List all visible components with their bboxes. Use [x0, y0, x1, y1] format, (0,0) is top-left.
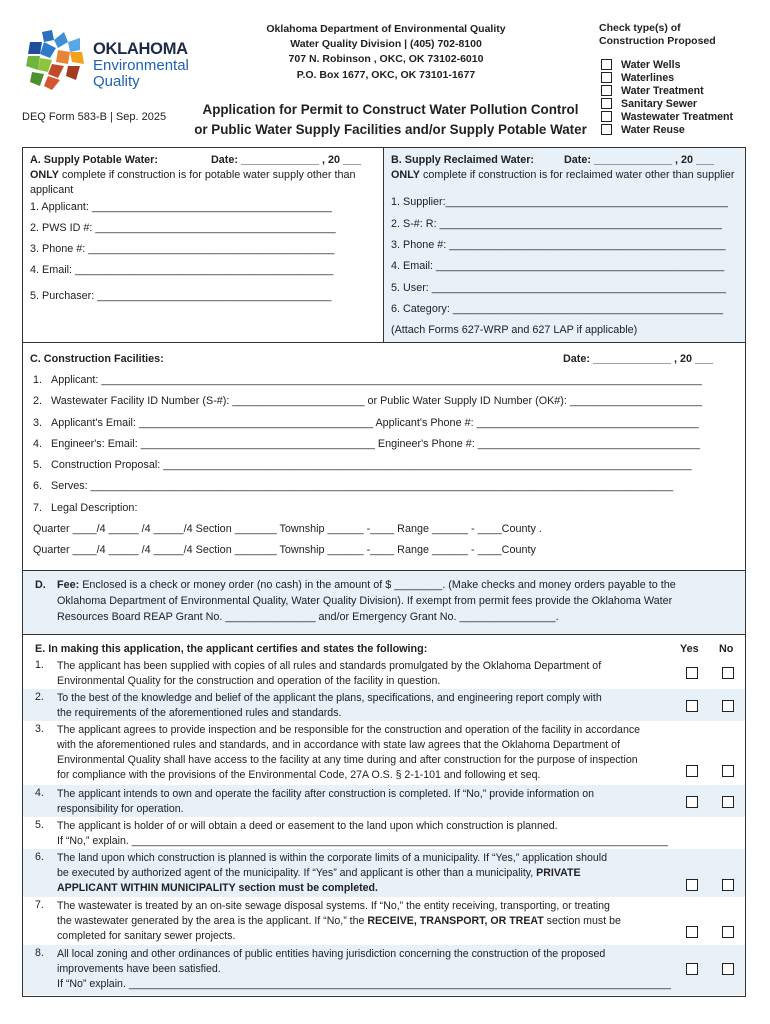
yes-column-header: Yes	[680, 643, 699, 655]
field-supplier[interactable]: 1. Supplier:_______________________________________________	[391, 196, 728, 208]
legal-description-line-1[interactable]: Quarter ____/4 _____ /4 _____/4 Section _______ Township ______ -____ Range ______ - ____County .	[33, 523, 542, 535]
field-user[interactable]: 5. User: _________________________________________________	[391, 282, 727, 294]
item-number: 4.	[33, 438, 43, 450]
heading-line: Check type(s) of	[599, 22, 681, 34]
checkbox[interactable]	[601, 85, 612, 96]
section-c-construction-facilities	[23, 342, 745, 570]
field-pws-id[interactable]: 2. PWS ID #: ________________________________________	[30, 222, 336, 234]
item-number: 3.	[33, 417, 43, 429]
title-line: or Public Water Supply Facilities and/or Supply Potable Water	[194, 122, 587, 137]
e-item-5	[23, 817, 745, 849]
c-item-facility-id[interactable]	[33, 395, 702, 407]
agency-address-block	[236, 22, 536, 83]
yes-checkbox[interactable]	[686, 667, 698, 679]
check-water-wells[interactable]	[601, 58, 733, 71]
check-water-treatment[interactable]	[601, 84, 733, 97]
check-label: Waterlines	[621, 71, 675, 84]
fee-line-1[interactable]	[57, 579, 676, 591]
item-text: The land upon which construction is planned is within the corporate limits of a municipality. If “Yes,” application should be executed by authorized agent of the municipality. If “Yes” and applicant is other than a municipality, PRIVATE APPLICANT WITHIN MUNICIPALITY section must be completed.	[57, 852, 607, 894]
e-item-2	[23, 689, 745, 721]
item-number: 1.	[35, 659, 44, 671]
item-number: 6.	[35, 851, 44, 863]
no-checkbox[interactable]	[722, 926, 734, 938]
item-text: Applicant's Email: _______________________________________ Applicant's Phone #: _____________________________________	[51, 417, 699, 429]
item-text: Construction Proposal: ________________________________________________________________________________________	[51, 459, 692, 471]
yes-checkbox[interactable]	[686, 700, 698, 712]
yes-checkbox[interactable]	[686, 765, 698, 777]
checkbox[interactable]	[601, 124, 612, 135]
item-number: 2.	[33, 395, 43, 407]
checkbox[interactable]	[601, 111, 612, 122]
item-text: Serves: _________________________________________________________________________________________________	[51, 480, 674, 492]
field-phone[interactable]: 3. Phone #: ______________________________________________	[391, 239, 726, 251]
check-wastewater-treatment[interactable]	[601, 110, 733, 123]
e-item-6	[23, 849, 745, 897]
c-item-applicant[interactable]	[33, 374, 702, 386]
item-text: Engineer's: Email: _______________________________________ Engineer's Phone #: _____________________________________	[51, 438, 700, 450]
section-d-fee	[23, 570, 745, 634]
construction-type-checklist	[601, 58, 733, 136]
agency-line: P.O. Box 1677, OKC, OK 73101-1677	[296, 68, 476, 81]
attach-forms-note: (Attach Forms 627-WRP and 627 LAP if applicable)	[391, 324, 638, 336]
checkbox[interactable]	[601, 59, 612, 70]
item-number: 4.	[35, 787, 44, 799]
only-rest: complete if construction is for potable water supply other than	[59, 169, 356, 181]
only-bold: ONLY	[30, 169, 60, 181]
no-checkbox[interactable]	[722, 796, 734, 808]
item-number: 7.	[35, 899, 44, 911]
item-text: The applicant agrees to provide inspection and be responsible for the construction and operation of the facility in accordance with the aforementioned rules and standards, and in accordance with state law agrees that the Oklahoma Department of Environmental Quality shall have access to the facility at any time during and after construction for the purpose of inspection for compliance with the provisions of the Environmental Code, 27A O.S. § 2-1-101 and following et seq.	[57, 724, 641, 781]
item-number: 1.	[33, 374, 43, 386]
checkbox[interactable]	[601, 98, 612, 109]
c-item-legal-description	[33, 502, 137, 514]
item-text[interactable]: The applicant is holder of or will obtain a deed or easement to the land upon which construction is planned. If “No,” explain. ___________________________________________________________________________________________	[57, 820, 668, 847]
field-email[interactable]: 4. Email: ___________________________________________	[30, 264, 334, 276]
e-item-1	[23, 657, 745, 689]
section-a-only-note-2: applicant	[30, 184, 74, 196]
c-item-applicant-email[interactable]	[33, 417, 699, 429]
fee-text: Enclosed is a check or money order (no cash) in the amount of $ ________. (Make checks and money orders payable to the	[79, 579, 676, 591]
check-label: Water Treatment	[621, 84, 704, 97]
form-frame	[22, 147, 746, 997]
field-s-number[interactable]: 2. S-#: R: _______________________________________________	[391, 218, 722, 230]
c-item-construction-proposal[interactable]	[33, 459, 692, 471]
item-number: 6.	[33, 480, 43, 492]
item-number: 5.	[33, 459, 43, 471]
item-text: Wastewater Facility ID Number (S-#): ______________________ or Public Water Supply ID Number (OK#): ______________________	[51, 395, 703, 407]
deq-logo-mark	[24, 28, 94, 94]
section-d-label: D.	[35, 579, 46, 591]
legal-description-line-2[interactable]: Quarter ____/4 _____ /4 _____/4 Section _______ Township ______ -____ Range ______ - ____County	[33, 544, 536, 556]
fee-line-2: Oklahoma Department of Environmental Quality, Water Quality Division). If exempt from permit fees provide the Oklahoma Water	[57, 595, 673, 607]
item-text: To the best of the knowledge and belief of the applicant the plans, specifications, and engineering report comply with the requirements of the aforementioned rules and standards.	[57, 692, 602, 719]
field-applicant[interactable]: 1. Applicant: ________________________________________	[30, 201, 333, 213]
check-label: Wastewater Treatment	[621, 110, 734, 123]
logo-text-quality: Quality	[93, 73, 140, 90]
check-water-reuse[interactable]	[601, 123, 733, 136]
heading-line: Construction Proposed	[599, 35, 716, 47]
yes-checkbox[interactable]	[686, 879, 698, 891]
section-c-date[interactable]: Date: _____________ , 20 ___	[563, 353, 714, 365]
section-a-only-note	[30, 169, 356, 181]
construction-type-heading	[599, 22, 716, 48]
fee-bold: Fee:	[57, 579, 80, 591]
item-text: The applicant intends to own and operate the facility after construction is completed. If “No,” provide information on responsibility for operation.	[57, 788, 595, 815]
check-label: Water Reuse	[621, 123, 685, 136]
field-category[interactable]: 6. Category: _____________________________________________	[391, 303, 724, 315]
fee-line-3[interactable]: Resources Board REAP Grant No. _______________ and/or Emergency Grant No. ________________.	[57, 611, 559, 623]
no-checkbox[interactable]	[722, 765, 734, 777]
section-a-heading: A. Supply Potable Water:	[30, 154, 158, 166]
yes-checkbox[interactable]	[686, 963, 698, 975]
item-number: 8.	[35, 947, 44, 959]
item-text: The applicant has been supplied with copies of all rules and standards promulgated by the Oklahoma Department of Environmental Quality for the construction and operation of the facility in question.	[57, 660, 602, 687]
no-checkbox[interactable]	[722, 667, 734, 679]
form-number: DEQ Form 583-B | Sep. 2025	[22, 111, 167, 123]
section-b-heading: B. Supply Reclaimed Water:	[391, 154, 534, 166]
yes-checkbox[interactable]	[686, 926, 698, 938]
agency-line: 707 N. Robinson , OKC, OK 73102-6010	[288, 53, 484, 66]
check-waterlines[interactable]	[601, 71, 733, 84]
item-number: 7.	[33, 502, 43, 514]
only-bold: ONLY	[391, 169, 421, 181]
item-number: 2.	[35, 691, 44, 703]
e-item-4	[23, 785, 745, 817]
c-item-serves[interactable]	[33, 480, 673, 492]
no-checkbox[interactable]	[722, 879, 734, 891]
field-phone[interactable]: 3. Phone #: _________________________________________	[30, 243, 335, 255]
yes-checkbox[interactable]	[686, 796, 698, 808]
item-text: Applicant: ____________________________________________________________________________________________________	[51, 374, 702, 386]
check-sanitary-sewer[interactable]	[601, 97, 733, 110]
agency-line: Water Quality Division | (405) 702-8100	[290, 38, 482, 51]
no-checkbox[interactable]	[722, 700, 734, 712]
only-rest: complete if construction is for reclaimed water other than supplier	[420, 169, 735, 181]
check-label: Sanitary Sewer	[621, 97, 697, 110]
field-email[interactable]: 4. Email: ________________________________________________	[391, 260, 725, 272]
application-title	[188, 100, 593, 140]
logo-text-oklahoma: OKLAHOMA	[93, 40, 188, 58]
section-b-only-note	[391, 169, 734, 181]
item-number: 5.	[35, 819, 44, 831]
logo-text-environmental: Environmental	[93, 57, 189, 74]
item-text: The wastewater is treated by an on-site sewage disposal systems. If “No,” the entity receiving, transporting, or treating the wastewater generated by the area is the applicant. If “No,” the RECEIVE, TRANSPORT, OR TREAT section must be completed for sanitary sewer projects.	[57, 900, 621, 942]
field-purchaser[interactable]: 5. Purchaser: _______________________________________	[30, 290, 332, 302]
checkbox[interactable]	[601, 72, 612, 83]
e-item-3	[23, 721, 745, 785]
item-text: Legal Description:	[51, 502, 138, 514]
section-a-supply-potable	[23, 148, 384, 342]
section-e-heading: E. In making this application, the applicant certifies and states the following:	[35, 643, 428, 655]
section-c-heading: C. Construction Facilities:	[30, 353, 164, 365]
e-item-8	[23, 945, 745, 995]
e-item-7	[23, 897, 745, 945]
no-column-header: No	[719, 643, 734, 655]
agency-line: Oklahoma Department of Environmental Quality	[266, 23, 506, 35]
item-number: 3.	[35, 723, 44, 735]
title-line: Application for Permit to Construct Water Pollution Control	[202, 102, 579, 117]
c-item-engineer-email[interactable]	[33, 438, 700, 450]
section-a-date[interactable]: Date: _____________ , 20 ___	[211, 154, 362, 166]
no-checkbox[interactable]	[722, 963, 734, 975]
section-b-supply-reclaimed	[384, 148, 745, 342]
check-label: Water Wells	[621, 58, 681, 71]
section-b-date[interactable]: Date: _____________ , 20 ___	[564, 154, 715, 166]
section-e-certifications	[23, 634, 745, 996]
item-text[interactable]: All local zoning and other ordinances of public entities having jurisdiction concerning the construction of the proposed improvements have been satisfied. If “No” explain. ____________________________________________________________________________________________	[57, 948, 671, 990]
